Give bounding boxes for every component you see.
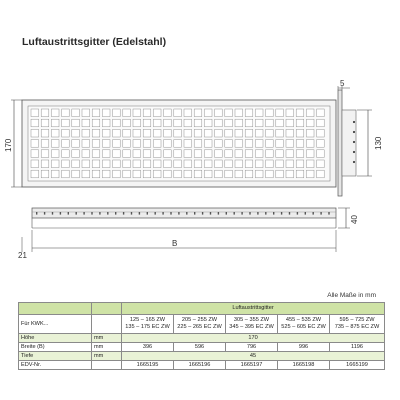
grille-cell — [102, 150, 110, 158]
grille-cell — [317, 150, 325, 158]
grille-cell — [276, 150, 284, 158]
grille-cell — [62, 140, 70, 148]
grille-cell — [31, 140, 39, 148]
grille-cell — [255, 140, 263, 148]
grille-cell — [245, 170, 253, 178]
grille-cell — [225, 150, 233, 158]
grille-cell — [204, 119, 212, 127]
grille-cell — [164, 170, 172, 178]
grille-cell — [306, 129, 314, 137]
grille-cell — [317, 160, 325, 168]
grille-lamella-grid — [31, 109, 324, 178]
lamella-tick — [36, 212, 37, 215]
grille-cell — [123, 160, 131, 168]
grille-cell — [133, 109, 141, 117]
grille-cell — [245, 109, 253, 117]
grille-cell — [153, 160, 161, 168]
grille-cell — [266, 119, 274, 127]
grille-cell — [133, 119, 141, 127]
lamella-tick — [147, 212, 148, 215]
grille-cell — [266, 150, 274, 158]
grille-cell — [184, 160, 192, 168]
grille-cell — [174, 170, 182, 178]
lamella-tick — [218, 212, 219, 215]
grille-cell — [62, 129, 70, 137]
grille-cell — [41, 170, 49, 178]
grille-cell — [204, 150, 212, 158]
grille-cell — [92, 140, 100, 148]
grille-cell — [296, 119, 304, 127]
grille-cell — [194, 119, 202, 127]
grille-cell — [164, 150, 172, 158]
grille-cell — [92, 160, 100, 168]
grille-cell — [123, 119, 131, 127]
row-label: Für KWK... — [19, 315, 92, 334]
grille-cell — [62, 150, 70, 158]
grille-cell — [143, 119, 151, 127]
side-view — [338, 79, 383, 196]
grille-cell — [276, 140, 284, 148]
grille-cell — [296, 129, 304, 137]
grille-cell — [306, 109, 314, 117]
grille-cell — [204, 160, 212, 168]
grille-cell — [174, 150, 182, 158]
lamella-tick — [44, 212, 45, 215]
grille-cell — [225, 140, 233, 148]
lamella-tick — [115, 212, 116, 215]
lamella-tick — [289, 212, 290, 215]
table-header: Luftaustrittsgitter — [122, 303, 385, 315]
grille-cell — [255, 119, 263, 127]
grille-cell — [153, 109, 161, 117]
grille-cell — [204, 140, 212, 148]
grille-cell — [51, 119, 59, 127]
row-unit: mm — [92, 352, 122, 361]
table-row — [19, 334, 385, 343]
grille-cell — [143, 109, 151, 117]
grille-cell — [225, 119, 233, 127]
grille-cell — [276, 119, 284, 127]
grille-cell — [245, 150, 253, 158]
grille-cell — [102, 109, 110, 117]
grille-cell — [102, 140, 110, 148]
grille-cell — [164, 109, 172, 117]
grille-cell — [41, 109, 49, 117]
grille-cell — [41, 140, 49, 148]
grille-front-view — [22, 100, 336, 187]
grille-cell — [245, 119, 253, 127]
grille-cell — [113, 119, 121, 127]
grille-cell — [133, 150, 141, 158]
grille-cell — [164, 140, 172, 148]
grille-cell — [286, 129, 294, 137]
grille-cell — [72, 119, 80, 127]
grille-cell — [235, 129, 243, 137]
grille-cell — [133, 160, 141, 168]
grille-cell — [306, 160, 314, 168]
width-label: B — [172, 239, 178, 248]
grille-cell — [245, 160, 253, 168]
lamella-tick — [210, 212, 211, 215]
grille-cell — [266, 170, 274, 178]
grille-cell — [317, 140, 325, 148]
grille-cell — [245, 129, 253, 137]
grille-cell — [41, 119, 49, 127]
grille-cell — [153, 170, 161, 178]
grille-cell — [255, 170, 263, 178]
grille-cell — [225, 160, 233, 168]
lamella-tick — [202, 212, 203, 215]
grille-cell — [72, 160, 80, 168]
grille-cell — [306, 170, 314, 178]
units-note: Alle Maße in mm — [327, 292, 376, 299]
lamella-tick — [265, 212, 266, 215]
grille-cell — [72, 109, 80, 117]
table-row — [19, 352, 385, 361]
grille-cell — [51, 170, 59, 178]
grille-cell — [296, 150, 304, 158]
grille-cell — [72, 150, 80, 158]
lamella-tick — [170, 212, 171, 215]
grille-cell — [133, 170, 141, 178]
grille-cell — [51, 160, 59, 168]
lamella-tick — [60, 212, 61, 215]
grille-cell — [113, 150, 121, 158]
grille-cell — [266, 129, 274, 137]
lamella-tick — [162, 212, 163, 215]
grille-cell — [194, 140, 202, 148]
grille-cell — [286, 150, 294, 158]
lamella-tick — [83, 212, 84, 215]
grille-cell — [306, 140, 314, 148]
grille-cell — [235, 109, 243, 117]
grille-cell — [31, 170, 39, 178]
grille-cell — [266, 160, 274, 168]
row-unit: mm — [92, 334, 122, 343]
grille-cell — [215, 140, 223, 148]
grille-cell — [215, 119, 223, 127]
grille-cell — [276, 129, 284, 137]
grille-cell — [174, 140, 182, 148]
grille-cell — [306, 119, 314, 127]
grille-cell — [123, 170, 131, 178]
grille-cell — [143, 160, 151, 168]
lamella-tick — [123, 212, 124, 215]
grille-cell — [51, 129, 59, 137]
row-label: Breite (B) — [19, 343, 92, 352]
grille-cell — [235, 150, 243, 158]
grille-cell — [113, 129, 121, 137]
grille-cell — [153, 129, 161, 137]
grille-cell — [286, 140, 294, 148]
grille-cell — [31, 150, 39, 158]
grille-cell — [123, 140, 131, 148]
grille-cell — [235, 140, 243, 148]
lamella-tick — [273, 212, 274, 215]
lamella-tick — [241, 212, 242, 215]
grille-cell — [72, 129, 80, 137]
grille-cell — [296, 140, 304, 148]
grille-cell — [317, 119, 325, 127]
grille-cell — [123, 150, 131, 158]
lamella-tick — [194, 212, 195, 215]
grille-cell — [204, 109, 212, 117]
grille-cell — [276, 170, 284, 178]
grille-cell — [143, 150, 151, 158]
grille-cell — [62, 119, 70, 127]
depth-value: 45 — [122, 352, 385, 361]
lamella-tick — [249, 212, 250, 215]
lamella-tick — [99, 212, 100, 215]
top-view — [18, 208, 359, 260]
grille-cell — [51, 150, 59, 158]
grille-cell — [194, 170, 202, 178]
grille-cell — [184, 140, 192, 148]
grille-cell — [164, 160, 172, 168]
grille-cell — [184, 119, 192, 127]
grille-cell — [113, 160, 121, 168]
lamella-tick — [52, 212, 53, 215]
grille-cell — [153, 150, 161, 158]
grille-cell — [184, 129, 192, 137]
grille-cell — [92, 170, 100, 178]
grille-cell — [174, 160, 182, 168]
grille-cell — [296, 109, 304, 117]
lamella-tick — [305, 212, 306, 215]
grille-cell — [31, 160, 39, 168]
grille-cell — [51, 140, 59, 148]
grille-cell — [266, 109, 274, 117]
specification-table — [18, 302, 385, 370]
grille-cell — [62, 160, 70, 168]
grille-cell — [92, 150, 100, 158]
grille-cell — [82, 150, 90, 158]
grille-cell — [31, 109, 39, 117]
grille-cell — [82, 170, 90, 178]
grille-cell — [255, 150, 263, 158]
grille-cell — [286, 170, 294, 178]
grille-cell — [215, 129, 223, 137]
grille-cell — [92, 109, 100, 117]
grille-cell — [164, 129, 172, 137]
lamella-tick — [131, 212, 132, 215]
page-title: Luftaustrittsgitter (Edelstahl) — [22, 36, 167, 48]
table-row: EDV-Nr. 1665195 1665196 1665197 1665198 1665199 — [19, 361, 385, 370]
grille-cell — [82, 140, 90, 148]
grille-cell — [82, 109, 90, 117]
grille-cell — [296, 160, 304, 168]
inner-height-label: 130 — [374, 136, 383, 150]
lamella-tick — [76, 212, 77, 215]
lamella-tick — [155, 212, 156, 215]
grille-cell — [235, 160, 243, 168]
grille-cell — [245, 140, 253, 148]
grille-cell — [194, 129, 202, 137]
grille-cell — [133, 140, 141, 148]
grille-cell — [317, 170, 325, 178]
grille-cell — [72, 170, 80, 178]
grille-cell — [41, 150, 49, 158]
grille-cell — [123, 129, 131, 137]
grille-cell — [102, 170, 110, 178]
grille-cell — [194, 109, 202, 117]
grille-cell — [174, 119, 182, 127]
grille-cell — [286, 160, 294, 168]
grille-cell — [51, 109, 59, 117]
offset-label: 21 — [18, 251, 27, 260]
grille-cell — [174, 129, 182, 137]
grille-cell — [82, 160, 90, 168]
grille-cell — [113, 109, 121, 117]
grille-cell — [102, 160, 110, 168]
depth-top-label: 5 — [340, 79, 345, 88]
row-unit — [92, 361, 122, 370]
grille-cell — [317, 129, 325, 137]
table-header-row — [19, 303, 385, 315]
grille-cell — [113, 170, 121, 178]
grille-cell — [286, 109, 294, 117]
grille-cell — [92, 119, 100, 127]
grille-cell — [317, 109, 325, 117]
grille-cell — [255, 109, 263, 117]
grille-cell — [153, 119, 161, 127]
grille-cell — [143, 129, 151, 137]
lamella-tick — [178, 212, 179, 215]
grille-cell — [215, 170, 223, 178]
grille-cell — [255, 129, 263, 137]
table-row: Für KWK... 125 – 165 ZW 135 – 175 EC ZW 205 – 255 ZW 225 – 265 EC ZW 305 – 355 ZW 345 – 395 EC ZW 455 – 535 ZW 525 – 605 EC ZW 595 – 725 ZW 735 – 875 EC ZW — [19, 315, 385, 334]
grille-cell — [306, 150, 314, 158]
height-value: 170 — [122, 334, 385, 343]
grille-cell — [123, 109, 131, 117]
grille-cell — [215, 109, 223, 117]
lamella-tick — [234, 212, 235, 215]
grille-cell — [286, 119, 294, 127]
grille-cell — [133, 129, 141, 137]
grille-cell — [235, 119, 243, 127]
row-label: EDV-Nr. — [19, 361, 92, 370]
lamella-tick — [320, 212, 321, 215]
grille-cell — [153, 140, 161, 148]
grille-cell — [41, 160, 49, 168]
lamella-tick — [186, 212, 187, 215]
lamella-tick — [328, 212, 329, 215]
lamella-tick — [107, 212, 108, 215]
grille-cell — [225, 129, 233, 137]
grille-cell — [215, 160, 223, 168]
grille-cell — [184, 170, 192, 178]
grille-cell — [204, 170, 212, 178]
grille-cell — [174, 109, 182, 117]
lamella-tick — [281, 212, 282, 215]
row-label: Höhe — [19, 334, 92, 343]
table-row: Breite (B) mm 396 596 796 996 1196 — [19, 343, 385, 352]
grille-cell — [194, 160, 202, 168]
grille-cell — [194, 150, 202, 158]
grille-cell — [31, 119, 39, 127]
row-unit: mm — [92, 343, 122, 352]
grille-cell — [62, 109, 70, 117]
grille-cell — [276, 160, 284, 168]
grille-cell — [204, 129, 212, 137]
grille-cell — [143, 140, 151, 148]
grille-cell — [102, 129, 110, 137]
height-dimension — [4, 100, 22, 187]
lamella-tick — [297, 212, 298, 215]
lamella-tick — [139, 212, 140, 215]
height-label: 170 — [4, 138, 13, 152]
grille-cell — [164, 119, 172, 127]
grille-cell — [184, 150, 192, 158]
row-unit — [92, 315, 122, 334]
grille-cell — [143, 170, 151, 178]
grille-cell — [31, 129, 39, 137]
grille-cell — [266, 140, 274, 148]
grille-cell — [62, 170, 70, 178]
grille-cell — [72, 140, 80, 148]
grille-cell — [113, 140, 121, 148]
lamella-tick — [226, 212, 227, 215]
grille-cell — [184, 109, 192, 117]
grille-cell — [276, 109, 284, 117]
grille-cell — [235, 170, 243, 178]
lamella-tick — [91, 212, 92, 215]
grille-cell — [92, 129, 100, 137]
row-label: Tiefe — [19, 352, 92, 361]
lamella-tick — [313, 212, 314, 215]
grille-cell — [102, 119, 110, 127]
grille-cell — [296, 170, 304, 178]
grille-cell — [255, 160, 263, 168]
grille-cell — [41, 129, 49, 137]
lamella-tick — [68, 212, 69, 215]
grille-cell — [82, 129, 90, 137]
grille-cell — [215, 150, 223, 158]
grille-cell — [225, 170, 233, 178]
lamella-tick — [257, 212, 258, 215]
frame-depth-label: 40 — [350, 215, 359, 224]
grille-cell — [225, 109, 233, 117]
grille-cell — [82, 119, 90, 127]
